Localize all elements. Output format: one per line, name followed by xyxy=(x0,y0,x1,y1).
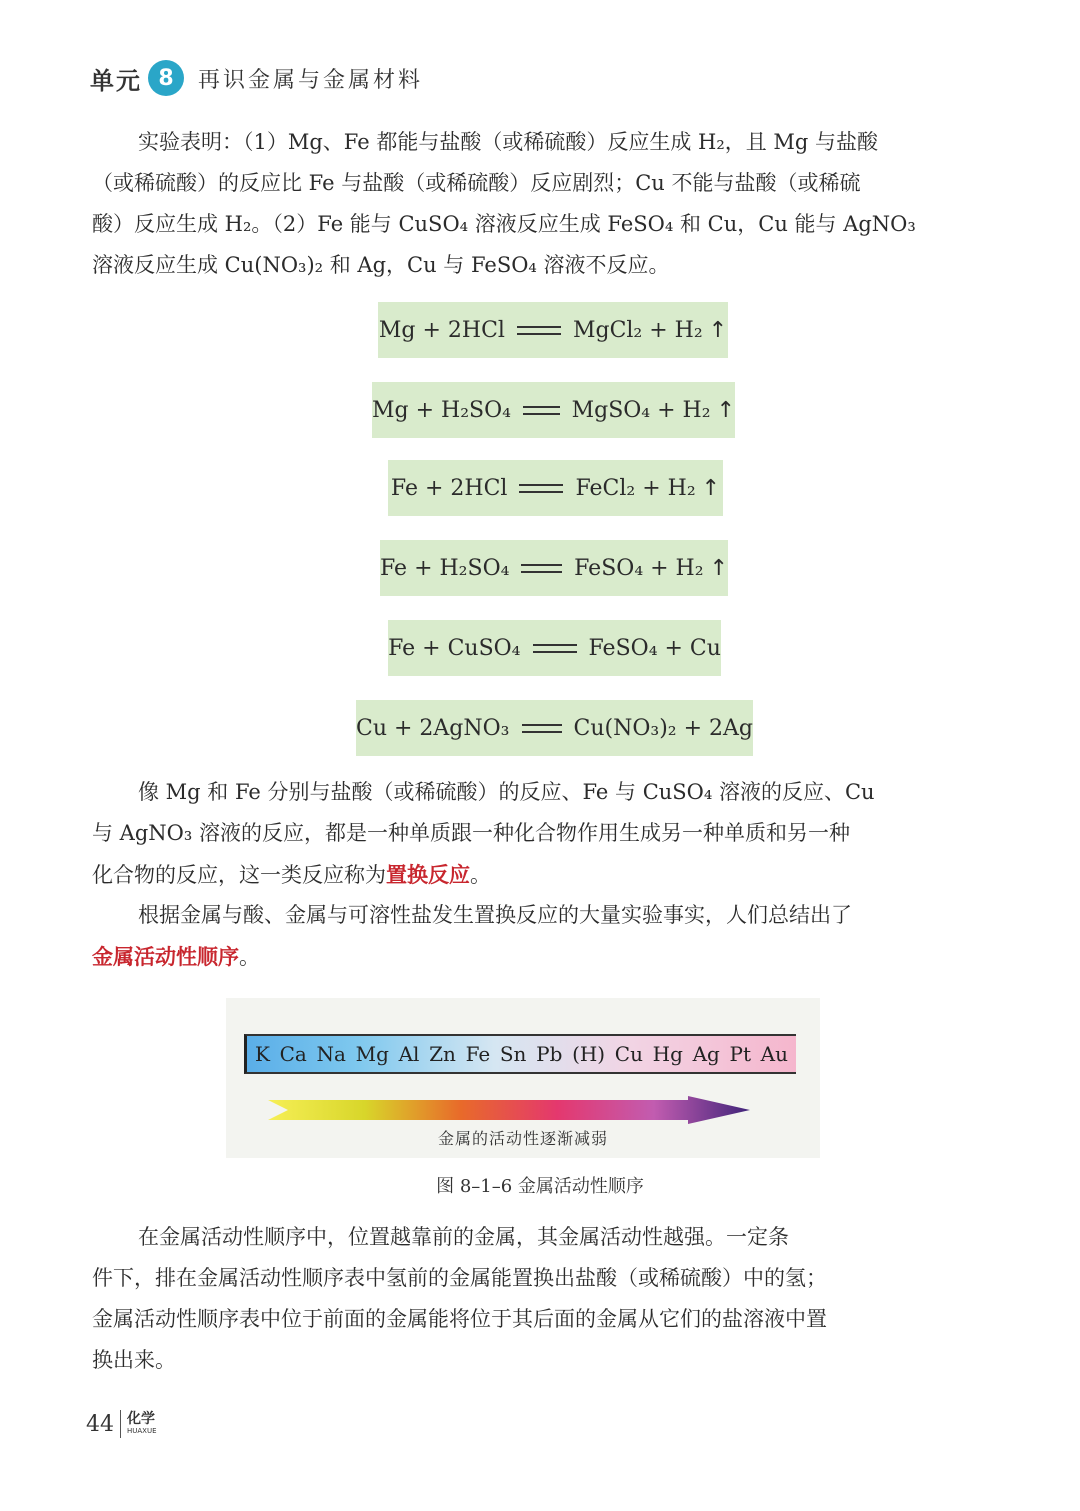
text-line: 溶液反应生成 Cu(NO₃)₂ 和 Ag，Cu 与 FeSO₄ 溶液不反应。 xyxy=(92,253,670,277)
metal-symbol: Hg xyxy=(652,1042,683,1066)
metal-symbol: K xyxy=(255,1042,270,1066)
gas-arrow-icon: ↑ xyxy=(709,555,728,581)
metal-symbol: Fe xyxy=(465,1042,491,1066)
metal-symbol: Pb xyxy=(536,1042,563,1066)
equals-sign-icon xyxy=(533,644,577,653)
equation-reactants: Fe + 2HCl xyxy=(390,475,508,501)
paragraph-activity-series-rules xyxy=(92,1217,968,1381)
gas-arrow-icon: ↑ xyxy=(708,317,728,343)
text-line: 换出来。 xyxy=(92,1348,176,1372)
text-fragment: 。 xyxy=(470,863,491,887)
metal-symbol: Au xyxy=(760,1042,788,1066)
equation-box xyxy=(356,700,753,756)
figure-caption: 图 8–1–6 金属活动性顺序 xyxy=(436,1176,644,1197)
text-line: 实验表明：（1）Mg、Fe 都能与盐酸（或稀硫酸）反应生成 H₂，且 Mg 与盐酸 xyxy=(138,130,879,154)
equation-box xyxy=(388,460,723,516)
metal-symbol: (H) xyxy=(572,1042,606,1066)
equals-sign-icon xyxy=(522,724,562,733)
unit-title: 再识金属与金属材料 xyxy=(198,67,424,93)
page-footer xyxy=(86,1410,157,1438)
activity-series-figure xyxy=(226,998,820,1158)
equals-sign-icon xyxy=(519,484,563,493)
key-term-displacement-reaction: 置换反应 xyxy=(386,862,470,887)
unit-word: 单元 xyxy=(90,66,142,95)
equation-box xyxy=(372,382,735,438)
paragraph-displacement-reaction xyxy=(92,772,968,896)
equation-products: MgCl₂ + H₂ xyxy=(572,317,703,343)
metal-symbol: Sn xyxy=(499,1042,527,1066)
equation-reactants: Fe + H₂SO₄ xyxy=(380,555,510,581)
metal-symbol: Zn xyxy=(429,1042,456,1066)
page-number: 44 xyxy=(86,1411,114,1437)
unit-header xyxy=(90,60,423,96)
text-fragment: 化合物的反应，这一类反应称为 xyxy=(92,863,386,887)
equation-reactants: Cu + 2AgNO₃ xyxy=(356,715,510,741)
equation-products: FeCl₂ + H₂ xyxy=(575,475,696,501)
gas-arrow-icon: ↑ xyxy=(701,475,721,501)
equals-sign-icon xyxy=(517,326,561,335)
metal-symbol: Ag xyxy=(692,1042,720,1066)
equation-products: MgSO₄ + H₂ xyxy=(571,397,711,423)
text-line xyxy=(92,854,968,896)
text-fragment: 。 xyxy=(239,945,260,969)
text-line: 与 AgNO₃ 溶液的反应，都是一种单质跟一种化合物作用生成另一种单质和另一种 xyxy=(92,821,850,845)
equation-box xyxy=(388,620,721,676)
footer-divider xyxy=(120,1410,121,1438)
equation-box xyxy=(380,540,728,596)
subject-name-cn: 化学 xyxy=(127,1411,155,1427)
equation-reactants: Mg + 2HCl xyxy=(378,317,505,343)
equation-reactants: Fe + CuSO₄ xyxy=(388,635,521,661)
metal-symbol: Pt xyxy=(729,1042,751,1066)
metal-symbol: Cu xyxy=(614,1042,643,1066)
metal-symbol: Na xyxy=(316,1042,346,1066)
metal-series-bar xyxy=(244,1034,796,1074)
metal-symbol: Al xyxy=(398,1042,420,1066)
text-line xyxy=(92,936,968,978)
key-term-activity-series: 金属活动性顺序 xyxy=(92,944,239,969)
equals-sign-icon xyxy=(521,564,562,573)
trend-label: 金属的活动性逐渐减弱 xyxy=(437,1129,608,1148)
subject-brand xyxy=(127,1412,157,1436)
gas-arrow-icon: ↑ xyxy=(716,397,735,423)
unit-number-badge: 8 xyxy=(148,60,184,96)
text-line: 根据金属与酸、金属与可溶性盐发生置换反应的大量实验事实，人们总结出了 xyxy=(138,903,852,927)
equation-products: FeSO₄ + Cu xyxy=(588,635,721,661)
text-line: 在金属活动性顺序中，位置越靠前的金属，其金属活动性越强。一定条 xyxy=(138,1225,789,1249)
metal-symbol: Mg xyxy=(355,1042,389,1066)
paragraph-experiment-results xyxy=(92,122,968,286)
equation-products: FeSO₄ + H₂ xyxy=(574,555,704,581)
text-line: 像 Mg 和 Fe 分别与盐酸（或稀硫酸）的反应、Fe 与 CuSO₄ 溶液的反应、Cu xyxy=(138,780,875,804)
equation-reactants: Mg + H₂SO₄ xyxy=(372,397,511,423)
text-line: 金属活动性顺序表中位于前面的金属能将位于其后面的金属从它们的盐溶液中置 xyxy=(92,1307,827,1331)
subject-name-en: HUAXUE xyxy=(127,1427,157,1435)
text-line: 酸）反应生成 H₂。（2）Fe 能与 CuSO₄ 溶液反应生成 FeSO₄ 和 Cu，Cu 能与 AgNO₃ xyxy=(92,212,916,236)
metal-symbol: Ca xyxy=(279,1042,307,1066)
equation-products: Cu(NO₃)₂ + 2Ag xyxy=(573,715,753,741)
text-line: （或稀硫酸）的反应比 Fe 与盐酸（或稀硫酸）反应剧烈；Cu 不能与盐酸（或稀硫 xyxy=(92,171,861,195)
paragraph-activity-series-intro xyxy=(92,895,968,978)
equals-sign-icon xyxy=(523,406,560,415)
equation-box xyxy=(378,302,728,358)
text-line: 件下，排在金属活动性顺序表中氢前的金属能置换出盐酸（或稀硫酸）中的氢； xyxy=(92,1266,827,1290)
